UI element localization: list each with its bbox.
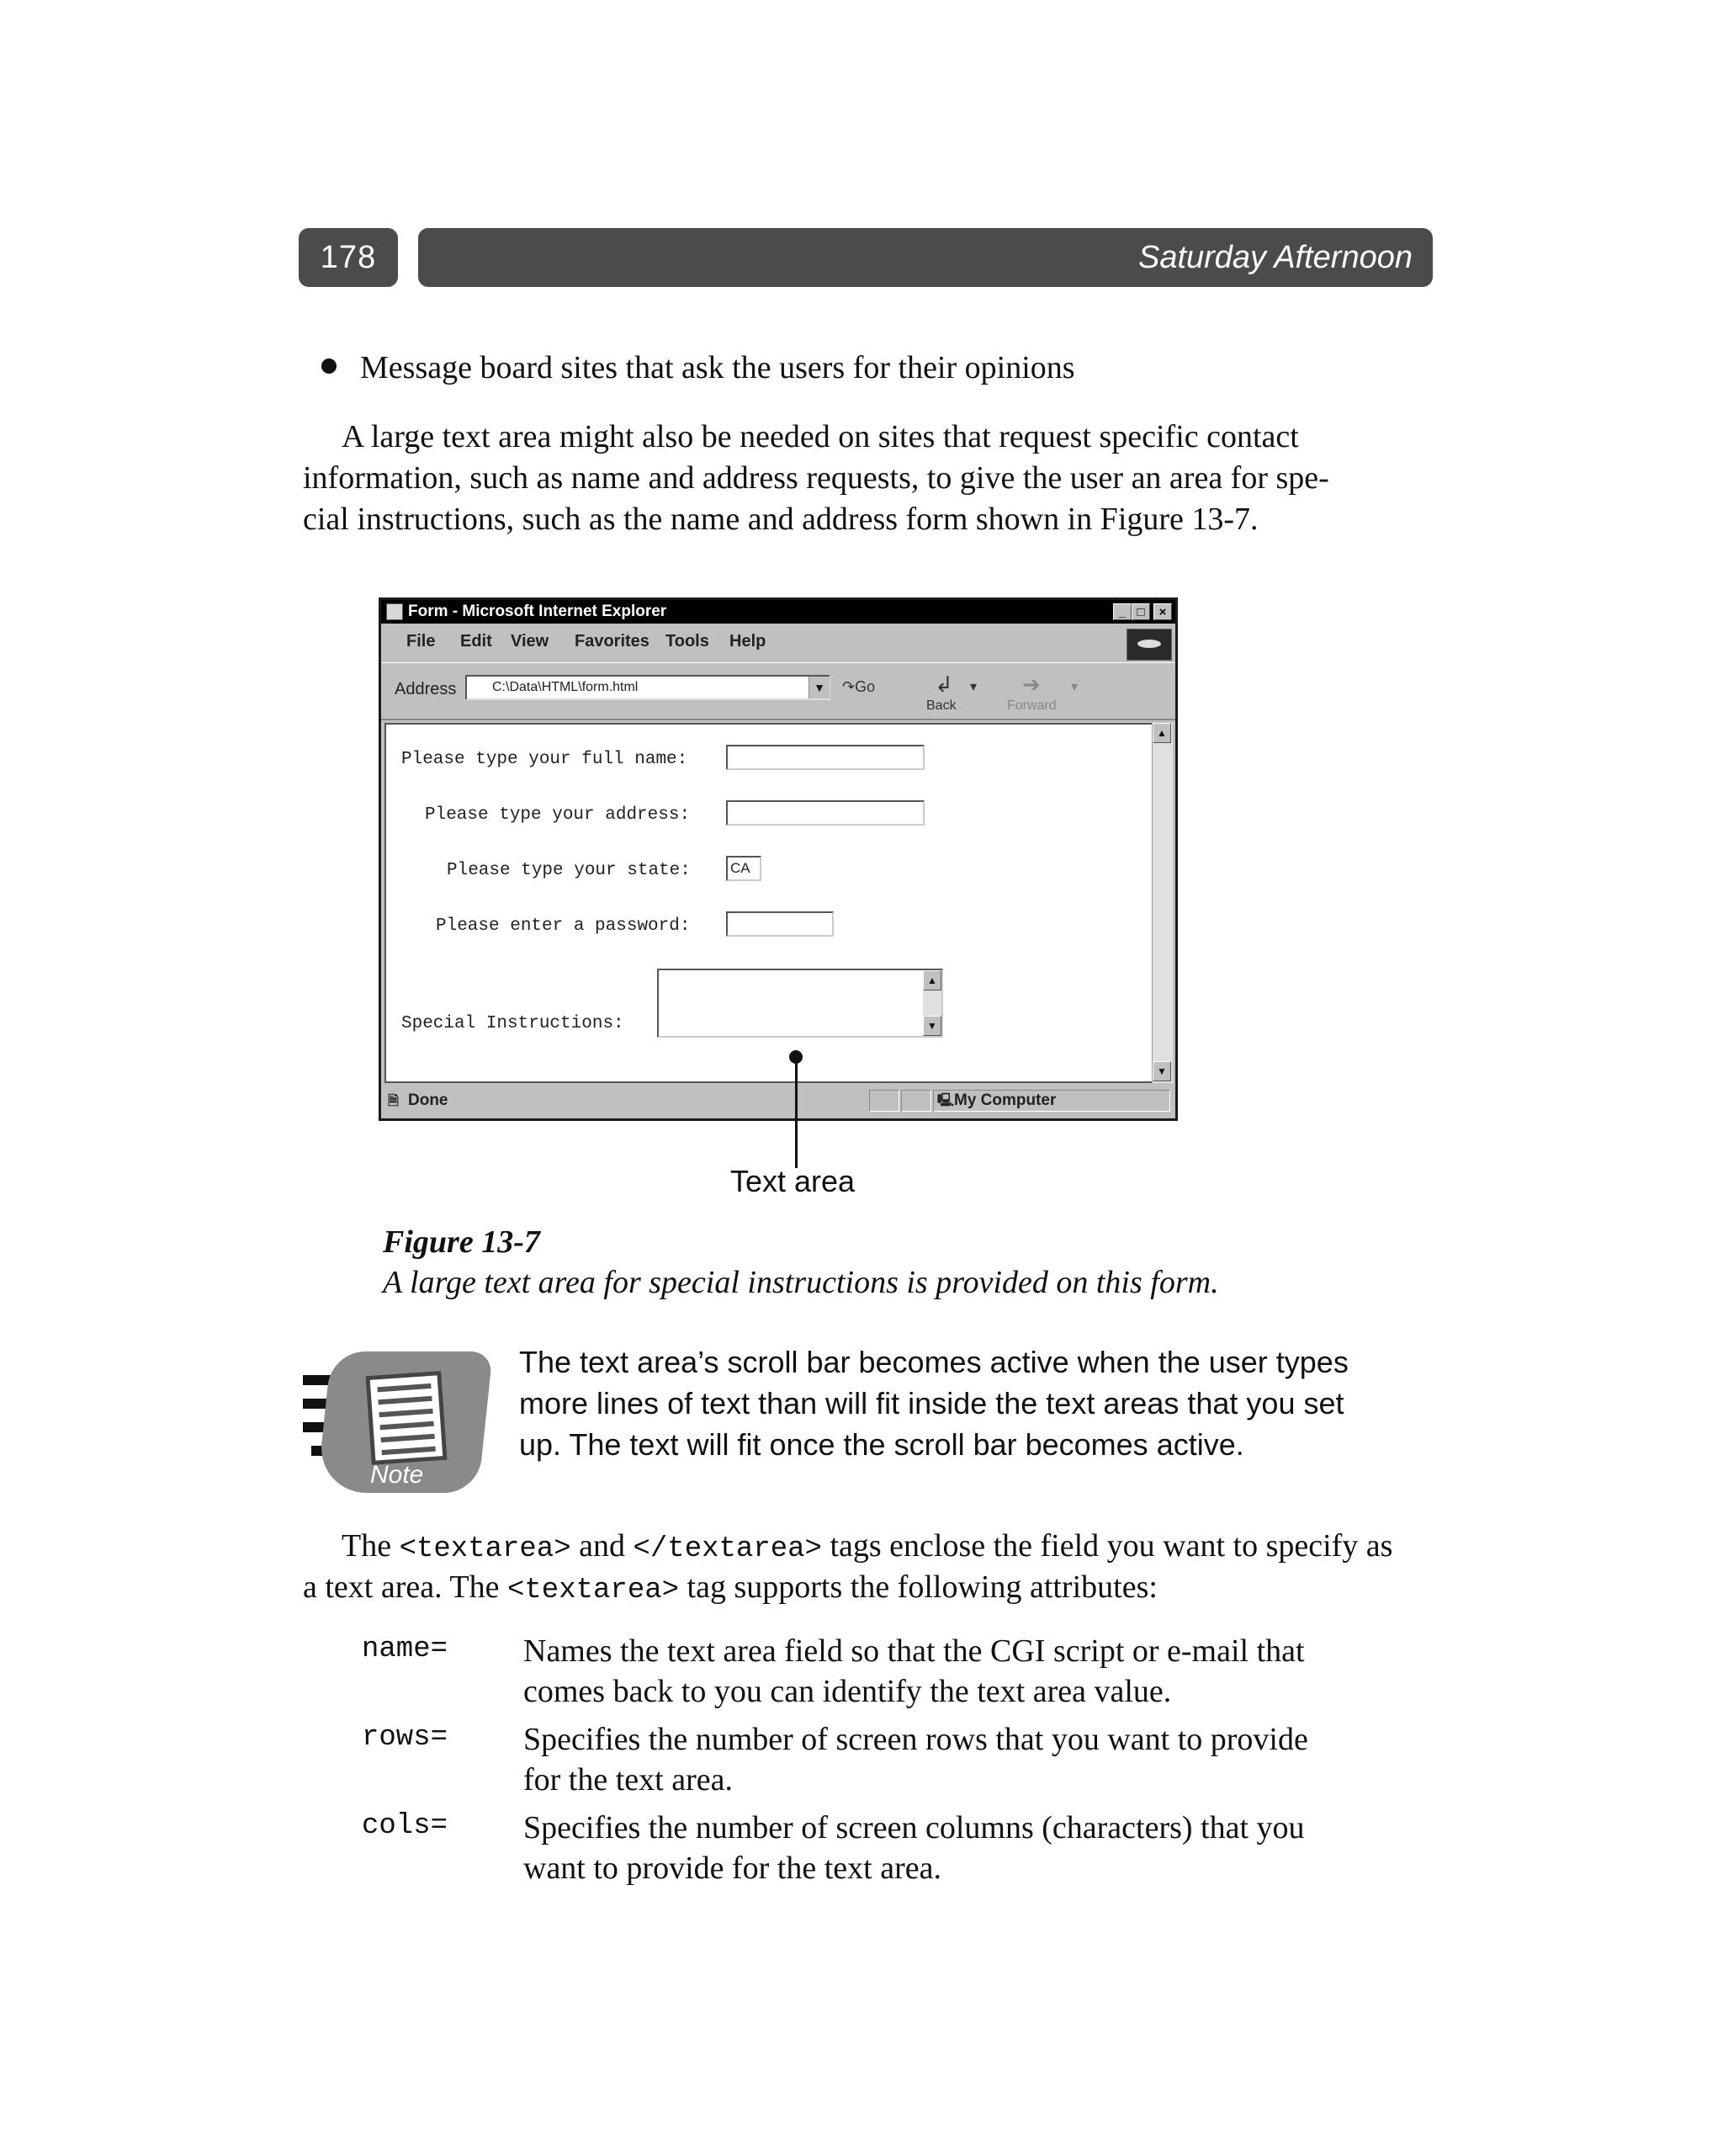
address-field-label: Please type your address: [425, 805, 691, 825]
status-zone: My Computer [954, 1091, 1057, 1109]
page-done-icon: 🗎 [388, 1094, 399, 1108]
maximize-icon[interactable]: □ [1132, 603, 1150, 620]
back-label: Back [926, 698, 957, 713]
menu-file[interactable]: File [406, 632, 436, 651]
note-text [519, 1341, 1436, 1465]
textarea-scrollbar[interactable] [923, 970, 941, 1036]
window-title: Form - Microsoft Internet Explorer [408, 603, 667, 620]
status-panel [869, 1090, 899, 1112]
menu-edit[interactable]: Edit [460, 632, 492, 651]
callout-line [795, 1057, 798, 1168]
page-scroll-up-icon[interactable]: ▲ [1153, 723, 1171, 743]
forward-dropdown-icon[interactable]: ▾ [1071, 680, 1079, 694]
attr-rows: rows= [362, 1722, 448, 1754]
page-scrollbar[interactable] [1152, 723, 1173, 1083]
forward-icon[interactable]: ➔ [1022, 672, 1041, 697]
browser-screenshot [379, 597, 1178, 1121]
address-toolbar [381, 662, 1175, 720]
para1-line2: information, such as name and address requests, to give the user an area for spe- [303, 460, 1329, 496]
state-label: Please type your state: [447, 861, 691, 880]
window-titlebar [381, 600, 1175, 624]
status-bar [381, 1085, 1175, 1118]
status-panel [901, 1090, 931, 1112]
para1-line1: A large text area might also be needed on sites that request specific contact [342, 419, 1299, 454]
note-line: The text area’s scroll bar becomes active when the user types [519, 1345, 1349, 1379]
bullet-dot [321, 358, 337, 374]
password-input[interactable] [726, 911, 834, 937]
scroll-up-icon[interactable]: ▲ [923, 970, 941, 990]
note-line: up. The text will fit once the scroll bar becomes active. [519, 1427, 1244, 1462]
menu-help[interactable]: Help [729, 632, 766, 651]
callout-label: Text area [730, 1164, 856, 1198]
scroll-down-icon[interactable]: ▼ [923, 1016, 941, 1036]
name-input[interactable] [726, 745, 925, 770]
attr-desc: Names the text area field so that the CGI script or e-mail that comes back to you can identify the text area value. [523, 1633, 1305, 1709]
address-dropdown-icon[interactable]: ▼ [808, 677, 830, 698]
address-input[interactable] [465, 675, 830, 700]
code-textarea-open: <textarea> [507, 1575, 680, 1606]
para2-line1: The <textarea> and </textarea> tags enclose the field you want to specify as [342, 1528, 1393, 1565]
close-icon[interactable]: × [1153, 603, 1172, 620]
code-textarea-close: </textarea> [633, 1533, 822, 1565]
minimize-icon[interactable]: _ [1113, 603, 1132, 620]
menu-bar [381, 625, 1175, 659]
address-value: C:\Data\HTML\form.html [492, 680, 639, 694]
bullet-text: Message board sites that ask the users for their opinions [360, 350, 1075, 385]
menu-view[interactable]: View [511, 632, 549, 651]
go-button[interactable]: ↷Go [842, 678, 876, 695]
running-title: Saturday Afternoon [418, 228, 1433, 287]
para1-line3: cial instructions, such as the name and address form shown in Figure 13-7. [303, 502, 1259, 537]
name-label: Please type your full name: [401, 750, 688, 769]
computer-icon: 🖳 [937, 1093, 955, 1107]
page-number: 178 [299, 228, 398, 287]
address-field-input[interactable] [726, 800, 925, 826]
attr-name: name= [362, 1633, 448, 1665]
note-label: Note [370, 1461, 424, 1489]
code-textarea-open: <textarea> [399, 1533, 571, 1565]
page-scroll-down-icon[interactable]: ▼ [1153, 1061, 1171, 1081]
menu-tools[interactable]: Tools [665, 632, 709, 651]
back-dropdown-icon[interactable]: ▾ [970, 680, 978, 694]
instructions-label: Special Instructions: [401, 1014, 624, 1033]
para2-line2: a text area. The <textarea> tag supports the following attributes: [303, 1569, 1158, 1606]
password-label: Please enter a password: [436, 916, 691, 936]
ie-logo-icon [1127, 629, 1172, 661]
status-done: Done [408, 1091, 448, 1109]
attr-desc: Specifies the number of screen columns (characters) that you want to provide for the text area. [523, 1810, 1305, 1886]
ie-page-icon [386, 603, 403, 620]
figure-title: Figure 13-7 [383, 1224, 540, 1260]
back-icon[interactable]: ↲ [935, 672, 953, 697]
instructions-textarea[interactable] [657, 969, 943, 1038]
note-line: more lines of text than will fit inside the text areas that you set [519, 1386, 1344, 1421]
figure-caption: A large text area for special instructions is provided on this form. [383, 1265, 1219, 1300]
address-label: Address [395, 680, 457, 698]
forward-label: Forward [1007, 698, 1057, 713]
status-zone-panel [933, 1090, 1170, 1112]
note-document-icon [365, 1371, 447, 1465]
attr-desc: Specifies the number of screen rows that you want to provide for the text area. [523, 1722, 1308, 1798]
menu-favorites[interactable]: Favorites [575, 632, 649, 651]
page-content [384, 723, 1152, 1083]
state-input[interactable]: CA [726, 856, 761, 881]
attr-cols: cols= [362, 1810, 448, 1842]
go-label: Go [855, 678, 876, 695]
